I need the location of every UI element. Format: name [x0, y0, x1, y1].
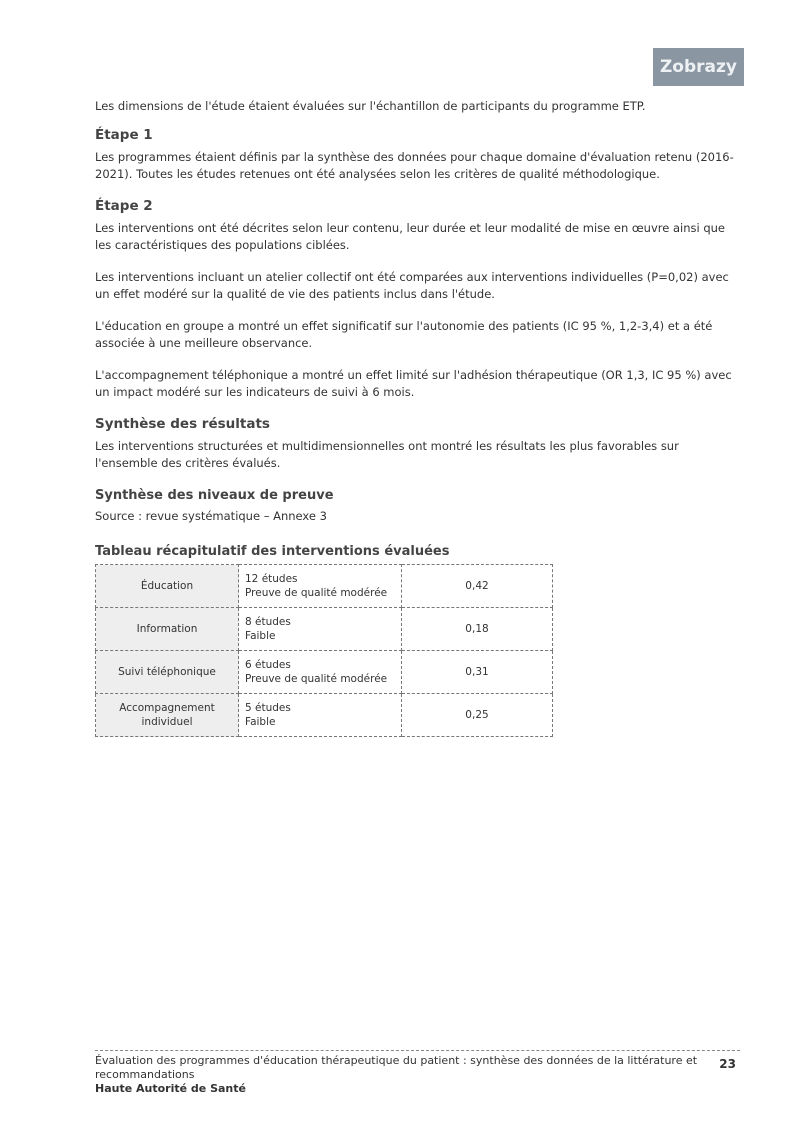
study-count: 5 études	[245, 702, 291, 714]
section-paragraph: Les programmes étaient définis par la synthèse des données pour chaque domaine d'évaluation retenu (2016-2021). Toutes les études retenues ont été analysées selon les critères de qualité méthodologique.	[95, 150, 734, 181]
section-paragraph: Les interventions incluant un atelier collectif ont été comparées aux interventions individuelles (P=0,02) avec un effet modéré sur la qualité de vie des patients inclus dans l'étude.	[95, 270, 729, 301]
section-paragraph: Les interventions structurées et multidimensionnelles ont montré les résultats les plus favorables sur l'ensemble des critères évalués.	[95, 439, 679, 470]
table-row	[96, 694, 553, 737]
section-heading-synthesis: Synthèse des résultats	[95, 416, 270, 432]
table-cell-evidence	[239, 694, 402, 737]
table-cell-value: 0,31	[402, 651, 553, 694]
table-cell-evidence	[239, 565, 402, 608]
table-row	[96, 608, 553, 651]
study-count: 6 études	[245, 659, 291, 671]
section-heading-step-1: Étape 1	[95, 127, 153, 143]
section-paragraph: Les interventions ont été décrites selon leur contenu, leur durée et leur modalité de mise en œuvre ainsi que les caractéristiques des populations ciblées.	[95, 221, 726, 252]
table-section-heading: Synthèse des niveaux de preuve	[95, 488, 334, 503]
page-footer	[95, 1050, 740, 1096]
footer-text: Évaluation des programmes d'éducation thérapeutique du patient : synthèse des données de la littérature et recommandations	[95, 1054, 698, 1081]
intro-paragraph: Les dimensions de l'étude étaient évaluées sur l'échantillon de participants du programme ETP.	[95, 99, 646, 113]
table-cell-value: 0,25	[402, 694, 553, 737]
table-cell-intervention: Information	[96, 608, 239, 651]
table-cell-evidence	[239, 608, 402, 651]
table-cell-value: 0,42	[402, 565, 553, 608]
table-cell-intervention: Éducation	[96, 565, 239, 608]
evidence-level: Faible	[245, 716, 276, 728]
section-heading-step-2: Étape 2	[95, 198, 153, 214]
page-number: 23	[719, 1057, 736, 1071]
footer-org: Haute Autorité de Santé	[95, 1082, 246, 1095]
document-body	[95, 98, 735, 737]
section-paragraph: L'accompagnement téléphonique a montré un effet limité sur l'adhésion thérapeutique (OR 1,3, IC 95 %) avec un impact modéré sur les indicateurs de suivi à 6 mois.	[95, 368, 732, 399]
summary-table	[95, 564, 553, 737]
table-cell-value: 0,18	[402, 608, 553, 651]
section-tag: Zobrazy	[653, 48, 744, 86]
table-row	[96, 651, 553, 694]
table-title: Tableau récapitulatif des interventions évaluées	[95, 544, 450, 559]
section-paragraph: L'éducation en groupe a montré un effet significatif sur l'autonomie des patients (IC 95 %, 1,2-3,4) et a été associée à une meilleure observance.	[95, 319, 713, 350]
evidence-level: Faible	[245, 630, 276, 642]
study-count: 8 études	[245, 616, 291, 628]
table-row	[96, 565, 553, 608]
table-cell-intervention: Suivi téléphonique	[96, 651, 239, 694]
table-section-subtitle: Source : revue systématique – Annexe 3	[95, 509, 327, 523]
study-count: 12 études	[245, 573, 298, 585]
evidence-level: Preuve de qualité modérée	[245, 673, 388, 685]
table-cell-intervention: Accompagnement individuel	[96, 694, 239, 737]
evidence-level: Preuve de qualité modérée	[245, 587, 388, 599]
table-cell-evidence	[239, 651, 402, 694]
